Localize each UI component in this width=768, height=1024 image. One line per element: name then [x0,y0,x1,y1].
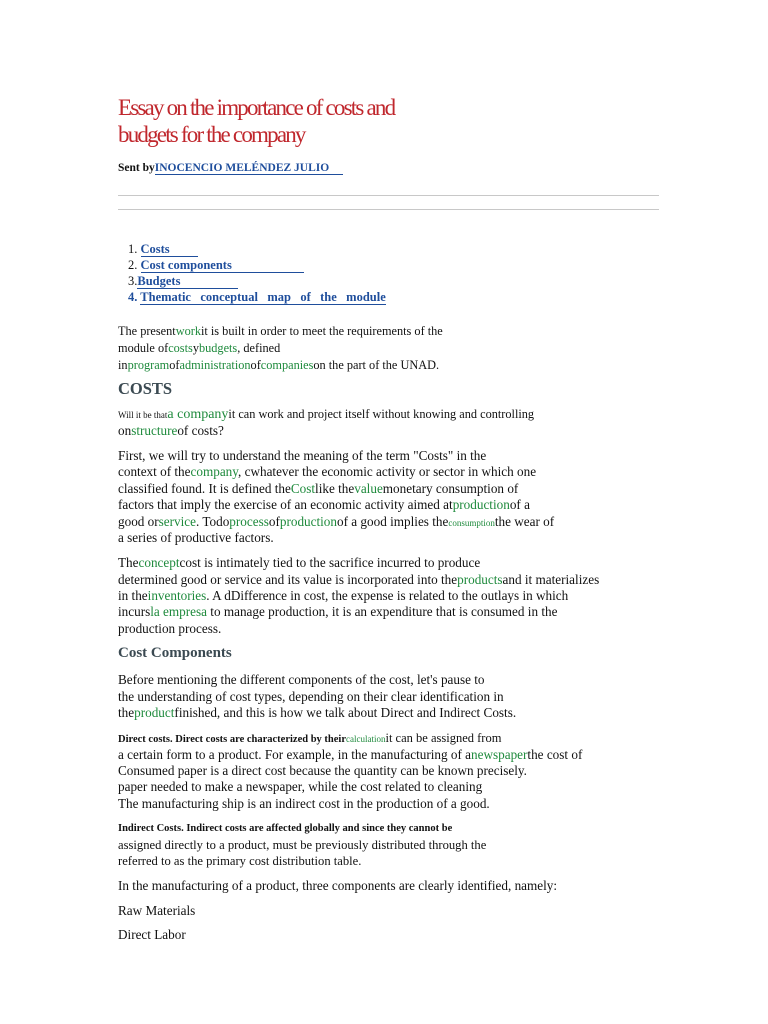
indirect-line-1: Indirect Costs. Indirect costs are affected globally and since they cannot be [118,823,453,834]
indirect-line-2: assigned directly to a product, must be previously distributed through the [118,838,487,852]
link-cost[interactable]: Cost [290,481,316,496]
link-products[interactable]: products [457,572,503,587]
link-production[interactable]: production [452,497,510,512]
toc-link-budgets[interactable]: Budgets [137,274,238,289]
para2-line-3: in theinventories. A dDifference in cost, the expense is related to the outlays in which [118,588,569,603]
direct-line-2: a certain form to a product. For example, in the manufacturing of anewspaperthe cost of [118,747,583,762]
para1-line-2: context of thecompany, cwhatever the economic activity or sector in which one [118,464,537,479]
link-budgets[interactable]: budgets [198,341,238,355]
direct-line-4: paper needed to make a newspaper, while the cost related to cleaning [118,779,483,794]
link-company[interactable]: company [190,464,238,479]
intro-line-3: inprogramofadministrationofcompanieson the part of the UNAD. [118,358,440,372]
toc-link-costs[interactable]: Costs [141,242,198,257]
link-process[interactable]: process [229,514,269,529]
para1-line-1: First, we will try to understand the meaning of the term "Costs" in the [118,448,487,463]
para4: In the manufacturing of a product, three components are clearly identified, namely: [118,878,558,893]
link-calculation[interactable]: calculation [346,734,386,744]
toc-number: 2. [128,258,141,272]
link-costs[interactable]: costs [168,341,193,355]
para2-line-2: determined good or service and its value is incorporated into theproductsand it materializes [118,572,600,587]
byline [118,162,343,174]
link-administration[interactable]: administration [179,358,251,372]
direct-line-3: Consumed paper is a direct cost because the quantity can be known precisely. [118,763,527,778]
link-production-2[interactable]: production [279,514,337,529]
direct-line-1: Direct costs. Direct costs are characterized by theircalculationit can be assigned from [118,731,502,745]
link-service[interactable]: service [158,514,197,529]
intro-line-2: module ofcostsybudgets, defined [118,341,281,355]
link-la-empresa[interactable]: la empresa [150,604,207,619]
direct-line-5: The manufacturing ship is an indirect cost in the production of a good. [118,796,490,811]
para1-line-5: good orservice. Todoprocessofproductionof a good implies theconsumptionthe wear of [118,514,555,529]
link-companies[interactable]: companies [260,358,314,372]
toc-number: 3. [128,274,138,288]
link-concept[interactable]: concept [138,555,180,570]
toc-item-1 [128,242,198,257]
divider-top [118,195,659,196]
intro-line-1: The presentworkit is built in order to meet the requirements of the [118,324,443,338]
indirect-line-3: referred to as the primary cost distribution table. [118,854,362,868]
section-heading-costs: COSTS [118,379,173,398]
divider-bottom [118,209,659,210]
link-work[interactable]: work [175,324,201,338]
link-inventories[interactable]: inventories [147,588,207,603]
toc-number: 4. [128,290,141,304]
para2-line-5: production process. [118,621,222,636]
para3-line-2: the understanding of cost types, depending on their clear identification in [118,689,504,704]
list-direct-labor: Direct Labor [118,927,186,942]
link-value[interactable]: value [354,481,383,496]
link-structure[interactable]: structure [131,423,178,438]
section-heading-cost-components: Cost Components [118,645,232,661]
question-line-1: Will it be thata companyit can work and project itself without knowing and controlling [118,407,535,422]
toc-item-2 [128,258,304,273]
document-title-line1: Essay on the importance of costs and [118,95,395,120]
link-a-company[interactable]: a company [167,407,229,422]
toc-item-3 [128,274,238,289]
link-program[interactable]: program [127,358,170,372]
document-title-line2: budgets for the company [118,122,305,147]
link-product[interactable]: product [134,705,175,720]
link-newspaper[interactable]: newspaper [471,747,528,762]
para2-line-1: Theconceptcost is intimately tied to the sacrifice incurred to produce [118,555,481,570]
link-consumption[interactable]: consumption [448,518,495,528]
author-link[interactable]: INOCENCIO MELÉNDEZ JULIO [155,162,343,175]
para3-line-1: Before mentioning the different components of the cost, let's pause to [118,672,485,687]
toc-number: 1. [128,242,141,256]
question-line-2: onstructureof costs? [118,423,224,438]
para3-line-3: theproductfinished, and this is how we talk about Direct and Indirect Costs. [118,705,517,720]
toc-item-4 [128,290,386,305]
para1-line-4: factors that imply the exercise of an economic activity aimed atproductionof a [118,497,530,512]
toc-link-cost-components[interactable]: Cost components [141,258,304,273]
para1-line-3: classified found. It is defined theCostlike thevaluemonetary consumption of [118,481,519,496]
toc-link-thematic-map[interactable]: Thematic conceptual map of the module [140,290,386,304]
para1-line-6: a series of productive factors. [118,530,274,545]
sent-by-label: Sent by [118,162,155,174]
list-raw-materials: Raw Materials [118,903,196,918]
para2-line-4: incursla empresa to manage production, it is an expenditure that is consumed in the [118,604,558,619]
